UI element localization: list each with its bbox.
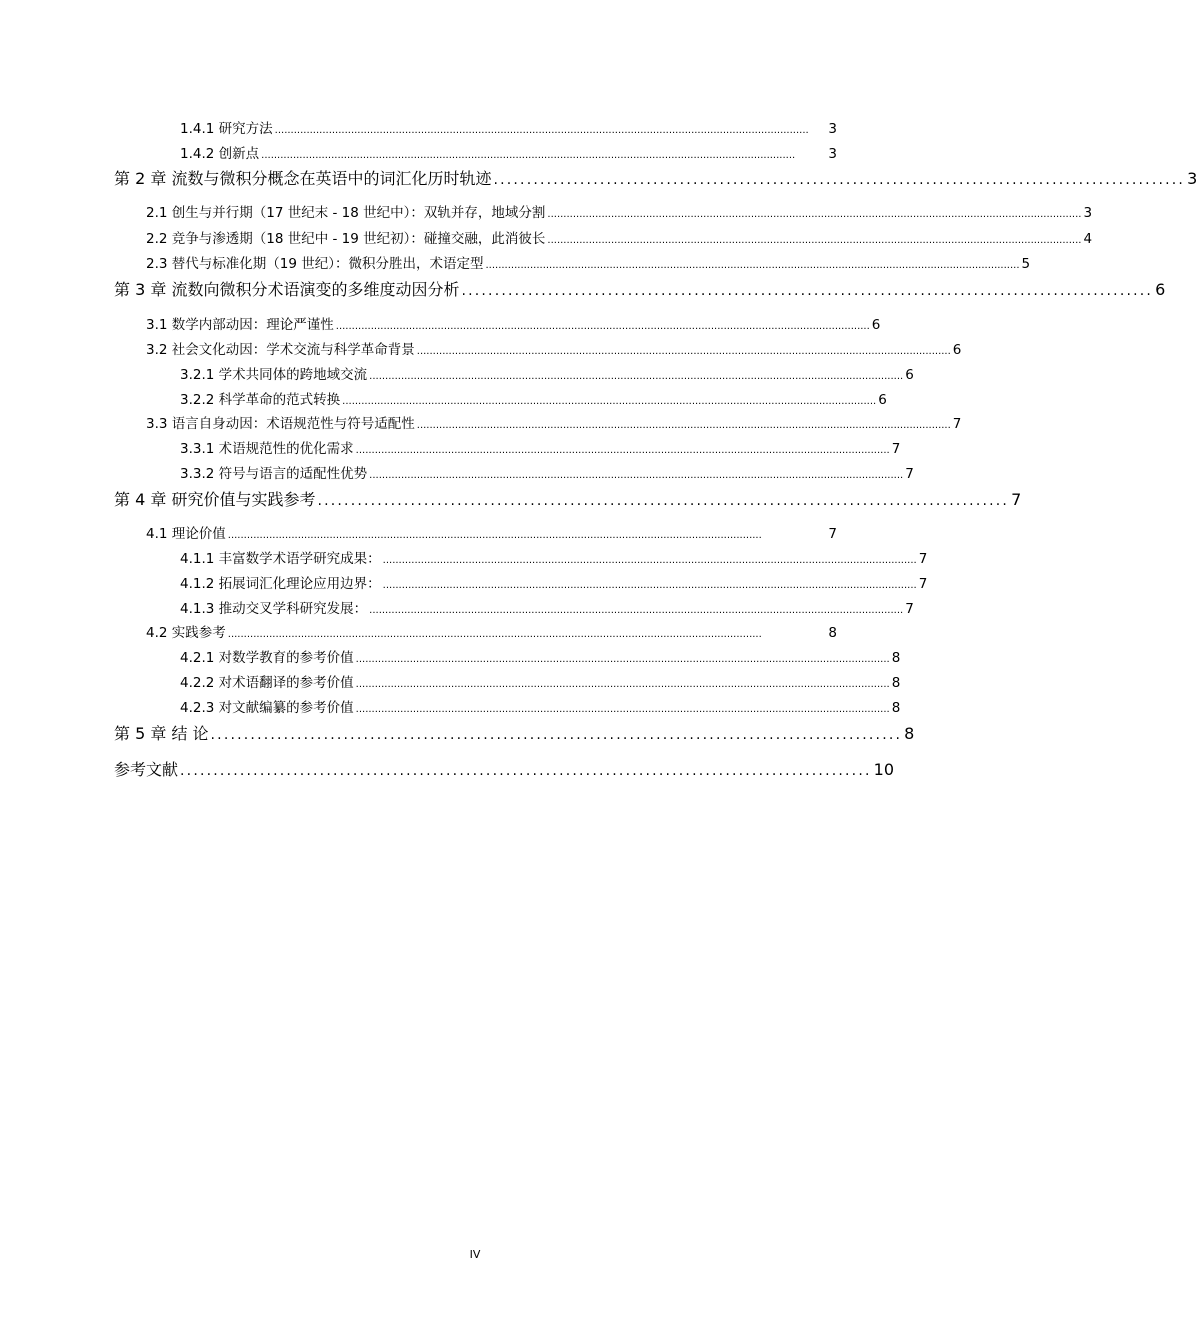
toc-chapter-entry[interactable] [114,166,1197,188]
dot-leader: ........................................................................................................................................................................ [342,396,877,407]
page-footer-number: IV [469,1248,481,1261]
toc-entry[interactable] [146,412,962,432]
toc-entry-label: 4.2.1 对数学教育的参考价值 [180,650,354,666]
toc-chapter-entry[interactable] [114,721,915,743]
toc-entry-label: 3.2 社会文化动因：学术交流与科学革命背景 [146,342,415,358]
toc-entry[interactable] [180,572,928,592]
toc-entry-label: 3.2.2 科学革命的范式转换 [180,392,341,408]
toc-entry-label: 3.1 数学内部动因：理论严谨性 [146,317,334,333]
toc-entry-page: 7 [891,441,901,457]
toc-entry[interactable] [146,313,881,333]
toc-entry-label: 4.1.3 推动交叉学科研究发展： [180,601,368,617]
toc-entry-page: 6 [1155,280,1166,299]
toc-entry-label: 4.1 理论价值 [146,526,226,542]
toc-entry-page: 6 [871,317,881,333]
toc-entry[interactable] [180,437,901,457]
toc-entry-label: 1.4.1 研究方法 [180,121,273,137]
dot-leader: ........................................................................................................................................................................ [261,150,796,161]
toc-entry[interactable] [146,201,1093,221]
dot-leader: ........................................................................................................ [493,172,1186,188]
toc-entry-page: 7 [952,416,962,432]
dot-leader: ........................................................................................................................................................................ [547,209,1082,220]
toc-entry-page: 5 [1021,256,1031,272]
toc-entry[interactable] [180,117,837,136]
toc-entry-page: 7 [905,466,914,482]
toc-entry-label: 4.1.1 丰富数学术语学研究成果： [180,551,381,567]
toc-entry-label: 1.4.2 创新点 [180,146,260,162]
toc-entry[interactable] [180,696,901,716]
toc-entry[interactable] [180,547,928,567]
toc-entry[interactable] [180,363,914,383]
toc-entry[interactable] [146,227,1093,247]
toc-entry-label: 第 4 章 研究价值与实践参考 [114,490,316,509]
toc-entry[interactable] [146,338,962,358]
toc-entry-label: 3.3.1 术语规范性的优化需求 [180,441,354,457]
toc-entry-label: 4.1.2 拓展词汇化理论应用边界： [180,576,381,592]
toc-chapter-entry[interactable] [114,277,1166,299]
toc-chapter-entry[interactable] [114,487,1022,509]
toc-entry-label: 第 2 章 流数与微积分概念在英语中的词汇化历时轨迹 [114,169,492,188]
toc-entry-page: 8 [891,700,901,716]
toc-entry-label: 4.2 实践参考 [146,625,226,641]
toc-entry-page: 3 [1083,205,1093,221]
toc-entry-label: 4.2.2 对术语翻译的参考价值 [180,675,354,691]
toc-entry-label: 3.2.1 学术共同体的跨地域交流 [180,367,368,383]
toc-entry-page: 7 [905,601,914,617]
dot-leader: ........................................................................................................................................................................ [355,704,890,715]
dot-leader: ........................................................................................................................................................................ [227,629,762,640]
dot-leader: ........................................................................................................ [461,283,1154,299]
toc-entry-label: 4.2.3 对文献编纂的参考价值 [180,700,354,716]
dot-leader: ........................................................................................................................................................................ [274,125,809,136]
toc-entry-label: 2.2 竞争与渗透期（18 世纪中 - 19 世纪初）：碰撞交融，此消彼长 [146,231,546,247]
toc-entry-page: 8 [828,625,837,641]
dot-leader: ........................................................................................................ [210,727,903,743]
toc-entry[interactable] [180,462,914,482]
toc-entry-label: 3.3 语言自身动因：术语规范性与符号适配性 [146,416,415,432]
toc-entry-page: 3 [828,146,837,162]
toc-entry-page: 7 [918,551,928,567]
toc-entry-label: 第 5 章 结 论 [114,724,209,743]
dot-leader: ........................................................................................................ [317,493,1010,509]
toc-entry[interactable] [180,597,914,617]
toc-entry-page: 7 [918,576,928,592]
dot-leader: ........................................................................................................................................................................ [382,580,917,591]
toc-entry[interactable] [146,522,837,541]
toc-entry-label: 2.3 替代与标准化期（19 世纪）：微积分胜出，术语定型 [146,256,484,272]
dot-leader: ........................................................................................................................................................................ [369,371,904,382]
toc-entry-page: 7 [1011,490,1022,509]
toc-entry-label: 3.3.2 符号与语言的适配性优势 [180,466,368,482]
toc-entry[interactable] [146,252,1031,272]
toc-entry[interactable] [146,621,837,640]
toc-entry-page: 7 [828,526,837,542]
dot-leader: ........................................................................................................................................................................ [355,445,890,456]
toc-entry-label: 2.1 创生与并行期（17 世纪末 - 18 世纪中）：双轨并存，地域分割 [146,205,546,221]
dot-leader: ........................................................................................................................................................................ [416,420,951,431]
dot-leader: ........................................................................................................................................................................ [416,346,951,357]
toc-entry[interactable] [180,388,887,408]
toc-entry[interactable] [180,646,901,666]
dot-leader: ........................................................................................................................................................................ [382,555,917,566]
toc-entry-page: 6 [952,342,962,358]
toc-entry-page: 3 [828,121,837,137]
toc-entry[interactable] [180,142,837,161]
toc-entry-page: 3 [1187,169,1197,188]
dot-leader: ........................................................................................................................................................................ [369,605,904,616]
toc-entry-page: 6 [878,392,887,408]
dot-leader: ........................................................................................................................................................................ [227,530,762,541]
toc-entry-page: 8 [891,675,901,691]
dot-leader: ........................................................................................................................................................................ [335,321,870,332]
dot-leader: ........................................................................................................................................................................ [485,260,1020,271]
toc-entry-label: 第 3 章 流数向微积分术语演变的多维度动因分析 [114,280,460,299]
dot-leader: ........................................................................................................ [180,763,872,779]
toc-entry-label: 参考文献 [114,760,179,779]
toc-entry-page: 8 [904,724,915,743]
dot-leader: ........................................................................................................................................................................ [369,470,904,481]
toc-chapter-entry[interactable] [114,757,894,779]
dot-leader: ........................................................................................................................................................................ [355,679,890,690]
toc-entry[interactable] [180,671,901,691]
toc-entry-page: 8 [891,650,901,666]
dot-leader: ........................................................................................................................................................................ [355,654,890,665]
dot-leader: ........................................................................................................................................................................ [547,235,1082,246]
toc-entry-page: 4 [1083,231,1093,247]
toc-entry-page: 10 [873,760,894,779]
toc-entry-page: 6 [905,367,914,383]
